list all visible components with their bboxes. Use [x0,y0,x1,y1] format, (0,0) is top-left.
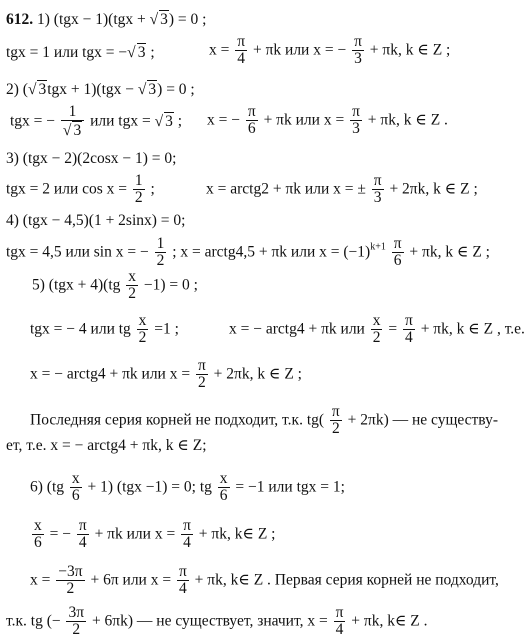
text-end: + πk, k ∈ Z . [367,111,448,129]
equation-1-end: ) = 0 ; [168,11,207,28]
tg-values-3: tgx = 2 или cos x = [6,180,128,198]
text-end: + πk, k ∈ Z ; [369,41,451,59]
numerator: π [331,403,340,420]
denominator: 4 [405,329,413,347]
problem-612-line-6 [30,471,345,505]
text-mid: + 6πk) — не существует, значит, x = [91,612,328,630]
text-end: + πk, k∈ Z ; [198,525,276,543]
sqrt-arg: 3 [38,81,47,98]
solution-5 [30,313,179,347]
tg-values-1: tgx = 1 или tgx = − [6,44,128,61]
equals: = [388,320,398,338]
denominator: 6 [71,487,80,505]
fraction [32,518,44,552]
problem-612-line-1 [6,10,206,29]
denominator: 2 [198,374,206,392]
numerator: x [372,312,381,329]
solution-6-x [30,564,499,598]
text-mid: + πk или x = [263,111,345,129]
sqrt-sign: √ [137,81,147,98]
problem-612-line-4 [6,213,185,229]
denominator: 6 [393,252,402,270]
text-end: = −1 или tgx = 1; [235,478,345,496]
solution-3 [6,173,155,207]
denominator: 3 [354,50,362,68]
fraction [133,173,145,207]
equation-5: 5) (tgx + 4)(tg [32,276,121,294]
denominator: 2 [134,189,143,207]
text-end: + πk, k∈ Z . Первая серия корней не подходит, [194,571,499,589]
text-end: =1 ; [154,320,179,338]
equation-2: 2) ( [6,81,28,98]
text-end: + 2πk, k ∈ Z ; [389,180,478,198]
note-5 [30,404,498,438]
fraction [137,313,149,347]
numerator: 1 [156,235,165,252]
solution-2-tg [10,104,182,140]
sqrt-sign: √ [154,112,164,130]
fraction [126,269,138,303]
denominator: 2 [331,420,340,438]
fraction [61,104,84,140]
x-eq: x = − [207,111,240,129]
fraction [181,518,193,552]
conclusion-text: т.к. tg (− [6,612,61,630]
problem-612-line-2 [6,80,195,99]
sqrt-arg: 3 [148,81,157,98]
solution-2-x [207,104,448,138]
semicolon: ; [146,44,155,61]
denominator: 4 [179,580,187,598]
fraction [352,34,364,68]
text-mid: + 6π или x = [90,571,172,589]
fraction [56,564,84,598]
numerator: π [352,103,360,120]
fraction [372,173,384,207]
fraction [392,236,404,270]
text-end: + πk, k ∈ Z , т.е. [420,320,525,338]
note-end: + 2πk) — не существу- [347,411,499,429]
fraction [218,471,230,505]
tg-values-2: tgx = − [10,112,56,130]
numerator: π [197,357,206,374]
numerator: x [128,268,137,285]
numerator: π [354,33,362,50]
semicolon: ; [150,180,155,198]
fraction [70,471,82,505]
x-eq: x = [30,571,51,589]
sqrt-arg: 3 [73,122,82,140]
numerator: π [335,604,344,621]
sqrt-sign: √ [27,81,37,98]
x-eq: ; x = arctg4,5 + πk или x = (−1) [172,243,371,261]
note-5-cont [6,438,207,454]
numerator: π [78,517,87,534]
numerator: π [393,235,402,252]
note-text: ет, т.е. x = − arctg4 + πk, k ∈ Z; [6,437,207,454]
sqrt-arg: 3 [137,44,146,61]
denominator: 3 [352,120,360,138]
x-eq: x = − arctg4 + πk или [229,320,365,338]
numerator: π [183,517,191,534]
numerator: π [178,563,187,580]
denominator: 6 [34,534,42,552]
equation-6: 6) (tg [30,478,65,496]
solution-3-x [206,173,478,207]
numerator: x [34,517,42,534]
tg-values-5: tgx = − 4 или tg [30,320,131,338]
fraction [155,236,167,270]
equation-5-end: −1) = 0 ; [143,276,198,294]
numerator: π [404,312,413,329]
numerator: π [373,172,382,189]
fraction [177,564,189,598]
problem-612-line-5 [32,269,198,303]
fraction [235,34,247,68]
denominator: 2 [66,580,75,598]
denominator: 3 [373,189,382,207]
text-mid: или tgx = [90,112,155,130]
denominator: 4 [335,621,344,639]
text-mid: + πk или x = − [252,41,347,59]
equation-4: 4) (tgx − 4,5)(1 + 2sinx) = 0; [6,212,186,229]
numerator: x [219,470,228,487]
denominator: 4 [237,50,246,68]
equation-2-end: ) = 0 ; [157,81,195,98]
equation-1: 1) (tgx − 1)(tgx + [37,11,150,28]
fraction [246,104,258,138]
solution-5-final [30,358,302,392]
denominator: 6 [219,487,228,505]
numerator: π [247,103,256,120]
denominator: 2 [156,252,165,270]
fraction [330,404,342,438]
sqrt-sign: √ [127,44,136,61]
numerator: 3π [68,604,85,621]
text-end: + πk, k∈ Z . [351,612,428,630]
x-eq: x = arctg2 + πk или x = ± [206,180,366,198]
denominator: 2 [138,329,147,347]
numerator: x [71,470,80,487]
sqrt-sign: √ [149,11,159,28]
text-end: + 2πk, k ∈ Z ; [213,365,302,383]
denominator: √ 3 [62,122,82,140]
problem-number: 612. [6,11,34,28]
solution-1-x [209,34,450,68]
x-eq: x = − arctg4 + πk или x = [30,365,191,383]
sqrt-arg: 3 [160,11,168,28]
solution-6 [30,518,275,552]
equation-2-mid: tgx + 1)(tgx − [47,81,138,98]
denominator: 2 [72,621,81,639]
text-mid: = − [49,525,71,543]
denominator: 6 [247,120,256,138]
semicolon: ; [173,112,183,130]
denominator: 2 [372,329,381,347]
fraction [350,104,362,138]
text-mid: + 1) (tgx −1) = 0; tg [87,478,212,496]
equation-3: 3) (tgx − 2)(2cosx − 1) = 0; [6,150,177,167]
numerator: 1 [61,104,84,121]
fraction [403,313,415,347]
text-end: + πk, k ∈ Z ; [409,243,490,261]
fraction [77,518,89,552]
sqrt-arg: 3 [165,112,173,130]
fraction [196,358,208,392]
fraction [371,313,383,347]
note-text: Последняя серия корней не подходит, т.к. tg( [30,411,325,429]
numerator: −3π [58,563,83,580]
numerator: x [138,312,147,329]
problem-612-line-3 [6,151,176,167]
solution-1-tg [6,43,155,62]
numerator: 1 [134,172,143,189]
denominator: 2 [128,285,137,303]
denominator: 4 [78,534,87,552]
solution-4 [6,236,490,270]
solution-5-x [229,313,525,347]
denominator: 4 [183,534,191,552]
tg-values-4: tgx = 4,5 или sin x = − [6,243,149,261]
exponent: k+1 [370,241,386,253]
x-eq: x = [209,41,230,59]
numerator: π [237,33,246,50]
text-mid: + πk или x = [94,525,176,543]
